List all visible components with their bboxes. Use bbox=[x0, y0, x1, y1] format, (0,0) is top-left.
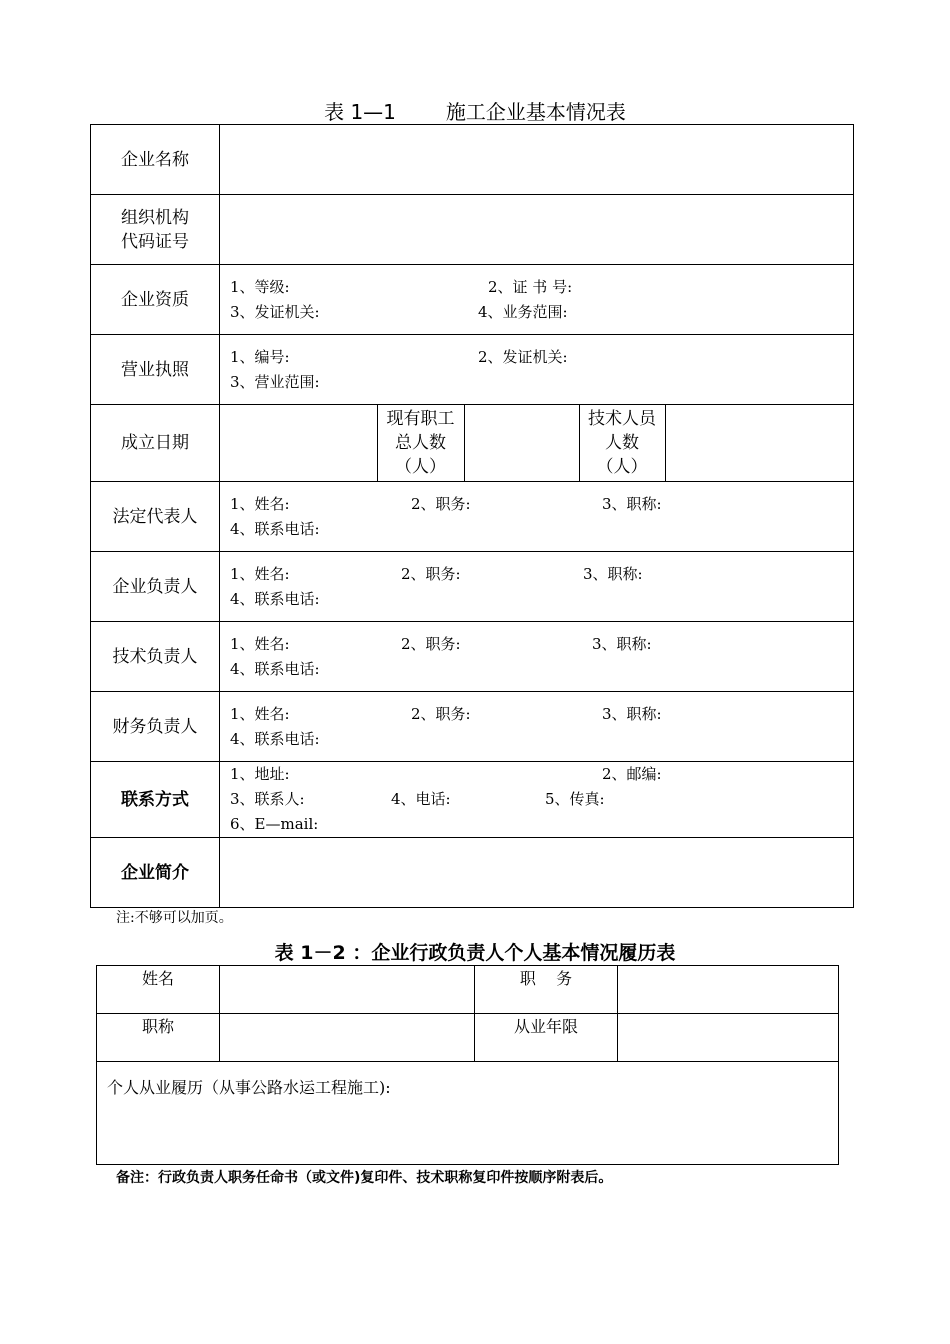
manager-title: 3、职称: bbox=[583, 564, 643, 583]
label-total-staff bbox=[377, 405, 464, 481]
row-history bbox=[97, 1062, 839, 1165]
row-name-position bbox=[97, 966, 839, 1014]
fields-qualification[interactable] bbox=[220, 265, 854, 335]
contact-email: 6、E—mail: bbox=[230, 815, 319, 833]
field-enterprise-intro[interactable] bbox=[220, 838, 854, 908]
field-org-code[interactable] bbox=[220, 195, 854, 265]
tech-head-phone: 4、联系电话: bbox=[230, 659, 320, 678]
fields-finance-head[interactable] bbox=[220, 692, 854, 762]
contact-phone: 4、电话: bbox=[391, 790, 451, 808]
field-history[interactable] bbox=[97, 1062, 839, 1165]
fields-contact[interactable] bbox=[220, 762, 854, 838]
qual-scope: 4、业务范围: bbox=[478, 302, 568, 321]
manager-phone: 4、联系电话: bbox=[230, 589, 320, 608]
label-tech-staff-line3: （人） bbox=[596, 457, 648, 477]
founded-subtable bbox=[220, 405, 853, 481]
finance-head-phone: 4、联系电话: bbox=[230, 729, 320, 748]
legal-rep-position: 2、职务: bbox=[411, 494, 471, 513]
row-finance-head bbox=[91, 692, 854, 762]
manager-position: 2、职务: bbox=[401, 564, 461, 583]
contact-address: 1、地址: bbox=[230, 765, 290, 783]
legal-rep-phone: 4、联系电话: bbox=[230, 519, 320, 538]
qual-grade: 1、等级: bbox=[230, 277, 290, 296]
license-scope: 3、营业范围: bbox=[230, 372, 320, 391]
label-total-staff-line2: 总人数 bbox=[395, 433, 446, 453]
finance-head-name: 1、姓名: bbox=[230, 704, 290, 723]
label-total-staff-line1: 现有职工 bbox=[386, 409, 455, 429]
field-tech-staff[interactable] bbox=[665, 405, 853, 481]
label-enterprise-intro: 企业简介 bbox=[91, 838, 220, 908]
label-total-staff-line3: （人） bbox=[395, 457, 446, 477]
label-business-license: 营业执照 bbox=[91, 335, 220, 405]
fields-technical-head[interactable] bbox=[220, 622, 854, 692]
label-contact: 联系方式 bbox=[91, 762, 220, 838]
row-enterprise-intro bbox=[91, 838, 854, 908]
label-tech-staff bbox=[579, 405, 665, 481]
label-enterprise-name: 企业名称 bbox=[91, 125, 220, 195]
row-enterprise-manager bbox=[91, 552, 854, 622]
label-tech-staff-line2: 人数 bbox=[605, 433, 639, 453]
row-founded-date bbox=[91, 405, 854, 482]
label-enterprise-manager: 企业负责人 bbox=[91, 552, 220, 622]
label-org-code-line1: 组织机构 bbox=[121, 207, 189, 228]
field-title[interactable] bbox=[220, 1014, 475, 1062]
label-finance-head: 财务负责人 bbox=[91, 692, 220, 762]
label-founded-date: 成立日期 bbox=[91, 405, 220, 482]
manager-resume-table bbox=[96, 965, 839, 1165]
finance-head-title: 3、职称: bbox=[602, 704, 662, 723]
fields-legal-representative[interactable] bbox=[220, 482, 854, 552]
row-legal-representative bbox=[91, 482, 854, 552]
table1-title-number: 表 1—1 bbox=[324, 100, 396, 124]
label-technical-head: 技术负责人 bbox=[91, 622, 220, 692]
contact-postcode: 2、邮编: bbox=[602, 765, 662, 783]
table1-title-text: 施工企业基本情况表 bbox=[445, 100, 626, 124]
contact-fax: 5、传真: bbox=[545, 790, 605, 808]
table2-title: 表 1－2 ：企业行政负责人个人基本情况履历表 bbox=[274, 942, 676, 964]
field-founded-date[interactable] bbox=[220, 405, 377, 481]
label-org-code bbox=[91, 195, 220, 265]
fields-enterprise-manager[interactable] bbox=[220, 552, 854, 622]
label-qualification: 企业资质 bbox=[91, 265, 220, 335]
tech-head-title: 3、职称: bbox=[592, 634, 652, 653]
contact-person: 3、联系人: bbox=[230, 790, 305, 808]
row-qualification bbox=[91, 265, 854, 335]
row-org-code bbox=[91, 195, 854, 265]
row-enterprise-name bbox=[91, 125, 854, 195]
field-years[interactable] bbox=[618, 1014, 839, 1062]
enterprise-info-table bbox=[90, 124, 854, 908]
legal-rep-title: 3、职称: bbox=[602, 494, 662, 513]
table1-title bbox=[0, 98, 950, 126]
qual-cert-no: 2、证 书 号: bbox=[488, 277, 573, 296]
row-business-license bbox=[91, 335, 854, 405]
finance-head-position: 2、职务: bbox=[411, 704, 471, 723]
table2-note: 备注：行政负责人职务任命书（或文件)复印件、技术职称复印件按顺序附表后。 bbox=[116, 1170, 613, 1186]
field-name[interactable] bbox=[220, 966, 475, 1014]
label-title: 职称 bbox=[97, 1014, 220, 1062]
label-history: 个人从业履历（从事公路水运工程施工): bbox=[107, 1078, 391, 1097]
label-org-code-line2: 代码证号 bbox=[121, 231, 189, 252]
tech-head-position: 2、职务: bbox=[401, 634, 461, 653]
label-years: 从业年限 bbox=[475, 1014, 618, 1062]
tech-head-name: 1、姓名: bbox=[230, 634, 290, 653]
label-name: 姓名 bbox=[97, 966, 220, 1014]
field-total-staff[interactable] bbox=[464, 405, 579, 481]
license-issuer: 2、发证机关: bbox=[478, 347, 568, 366]
license-number: 1、编号: bbox=[230, 347, 290, 366]
field-position[interactable] bbox=[618, 966, 839, 1014]
row-title-years bbox=[97, 1014, 839, 1062]
fields-business-license[interactable] bbox=[220, 335, 854, 405]
table1-note: 注:不够可以加页。 bbox=[116, 910, 233, 926]
label-position: 职 务 bbox=[475, 966, 618, 1014]
legal-rep-name: 1、姓名: bbox=[230, 494, 290, 513]
label-legal-representative: 法定代表人 bbox=[91, 482, 220, 552]
row-technical-head bbox=[91, 622, 854, 692]
qual-issuer: 3、发证机关: bbox=[230, 302, 320, 321]
manager-name: 1、姓名: bbox=[230, 564, 290, 583]
field-enterprise-name[interactable] bbox=[220, 125, 854, 195]
label-tech-staff-line1: 技术人员 bbox=[588, 409, 656, 429]
row-contact bbox=[91, 762, 854, 838]
